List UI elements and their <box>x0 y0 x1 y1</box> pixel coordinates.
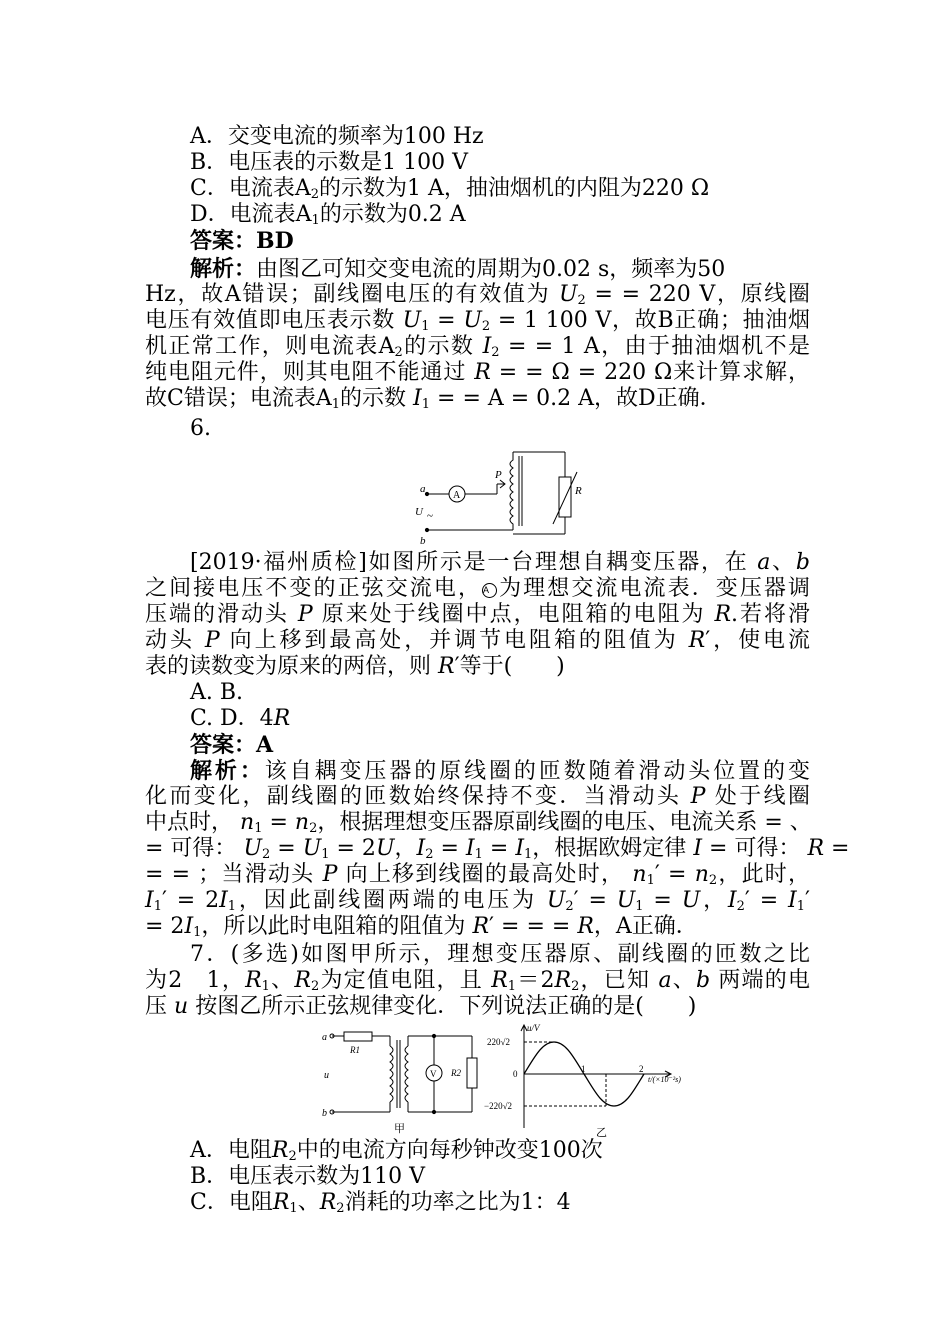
q6-label-a: a <box>420 483 426 495</box>
q7-option-b: B．电压表示数为110 V <box>190 1164 426 1189</box>
q7-yi-ymin: −220√2 <box>484 1101 513 1111</box>
q6-stem-line-1: [2019·福州质检]如图所示是一台理想自耦变压器，在 a、b <box>190 550 810 575</box>
q6-label-p: P <box>495 469 502 481</box>
q5-explanation-line-3: 电压有效值即电压表示数 $U_1 = U_2 = 1$ 100 V，故B正确；抽油烟 <box>145 308 810 334</box>
q6-explanation-line-7: = $2I_1$，所以此时电阻箱的阻值为 R′ = = = R，A正确． <box>145 914 698 940</box>
q5-explanation-line-4: 机正常工作，则电流表$A_2$的示数 $I_2$ = = 1 A，由于抽油烟机不是 <box>145 334 810 360</box>
svg-text:~: ~ <box>427 510 433 522</box>
q7-jia-voltmeter-label: V <box>430 1069 437 1079</box>
q7-yi-xlabel: t/(×10⁻²s) <box>648 1075 681 1084</box>
q6-number: 6. <box>190 416 211 441</box>
q7-jia-label-r2: R2 <box>451 1068 461 1078</box>
q6-explanation-line-2: 化而变化，副线圈的匝数始终保持不变．当滑动头 P 处于线圈 <box>145 784 810 809</box>
q5-option-b: B．电压表的示数是1 100 V <box>190 150 469 175</box>
q6-stem-line-2: 之间接电压不变的正弦交流电，A 为理想交流电流表．变压器调 <box>145 576 810 601</box>
q6-options-ab: A. B. <box>190 680 244 705</box>
q7-circuit-jia <box>312 1024 490 1136</box>
q7-jia-caption: 甲 <box>394 1123 405 1135</box>
q7-yi-ylabel: u/V <box>527 1023 540 1033</box>
q7-option-c: C．电阻$R_1$、$R_2$消耗的功率之比为1：4 <box>190 1190 571 1216</box>
q6-explanation-line-1: 解析：该自耦变压器的原线圈的匝数随着滑动头位置的变 <box>190 758 810 784</box>
q5-option-d: D．电流表$A_1$的示数为0.2 A <box>190 202 466 228</box>
q6-autotransformer-circuit <box>405 444 605 546</box>
q6-explanation-line-4: = 可得： $U_2 = U_1 = 2U$，$I_2 = I_1 = I_1$，根据欧姆定律 I = 可得： R = <box>145 836 850 862</box>
q5-explanation-line-1: 解析：由图乙可知交变电流的周期为0.02 s，频率为50 <box>190 256 726 282</box>
q7-jia-label-b: b <box>322 1108 327 1119</box>
q6-stem-line-5: 表的读数变为原来的两倍，则 R′等于( ) <box>145 654 565 679</box>
q6-explanation-line-3: 中点时， $n_1 = n_2$，根据理想变压器原副线圈的电压、电流关系 = 、 <box>145 810 812 836</box>
q7-stem-line-3: 压 u 按图乙所示正弦规律变化．下列说法正确的是( ) <box>145 994 697 1019</box>
q6-options-cd: C. D．4R <box>190 706 291 731</box>
q7-jia-label-u: u <box>324 1070 329 1081</box>
q5-answer: 答案：BD <box>190 228 294 254</box>
q5-explanation-line-2: Hz，故A错误；副线圈电压的有效值为 $U_2$ = = 220 V，原线圈 <box>145 282 810 308</box>
ammeter-symbol-icon: A <box>482 583 497 598</box>
q6-answer: 答案：A <box>190 732 274 758</box>
q7-stem-line-1: 7．(多选)如图甲所示，理想变压器原、副线圈的匝数之比 <box>190 942 810 967</box>
q5-option-a: A．交变电流的频率为100 Hz <box>190 124 484 149</box>
q7-stem-line-2: 为2 1，$R_1$、$R_2$为定值电阻，且 $R_1=2R_2$，已知 a、b 两端的电 <box>145 968 810 994</box>
q6-explanation-line-6: $I_1' = 2I_1$，因此副线圈两端的电压为 $U_2' = U_1 = U$，$I_2' = I_1'$ <box>145 888 810 914</box>
q5-explanation-line-6: 故C错误；电流表$A_1$的示数 $I_1$ = = A = 0.2 A，故D正确． <box>145 386 722 412</box>
q5-explanation-line-5: 纯电阻元件，则其电阻不能通过 R = = Ω = 220 Ω来计算求解， <box>145 360 810 385</box>
q7-yi-zero: 0 <box>513 1069 518 1079</box>
q6-stem-line-4: 动头 P 向上移到最高处，并调节电阻箱的阻值为 R′，使电流 <box>145 628 811 653</box>
q6-label-r: R <box>575 485 582 497</box>
q5-option-c: C．电流表$A_2$的示数为1 A，抽油烟机的内阻为220 Ω <box>190 176 710 202</box>
q7-yi-tick-2: 2 <box>639 1064 644 1074</box>
q7-jia-label-r1: R1 <box>350 1045 360 1055</box>
q6-explanation-line-5: = = ；当滑动头 P 向上移到线圈的最高处时， $n_1' = n_2$，此时， <box>145 862 810 888</box>
q7-waveform-yi <box>484 1020 694 1138</box>
q6-label-u: U <box>415 506 423 518</box>
q7-yi-ymax: 220√2 <box>487 1037 510 1047</box>
q7-option-a: A．电阻$R_2$中的电流方向每秒钟改变100次 <box>190 1138 603 1164</box>
q7-yi-caption: 乙 <box>596 1127 607 1138</box>
q6-stem-line-3: 压端的滑动头 P 原来处于线圈中点，电阻箱的电阻为 R.若将滑 <box>145 602 810 627</box>
q7-yi-tick-1: 1 <box>581 1064 586 1074</box>
q6-ammeter-label: A <box>453 490 461 501</box>
q7-jia-label-a: a <box>322 1032 327 1043</box>
q6-label-b: b <box>420 535 426 546</box>
